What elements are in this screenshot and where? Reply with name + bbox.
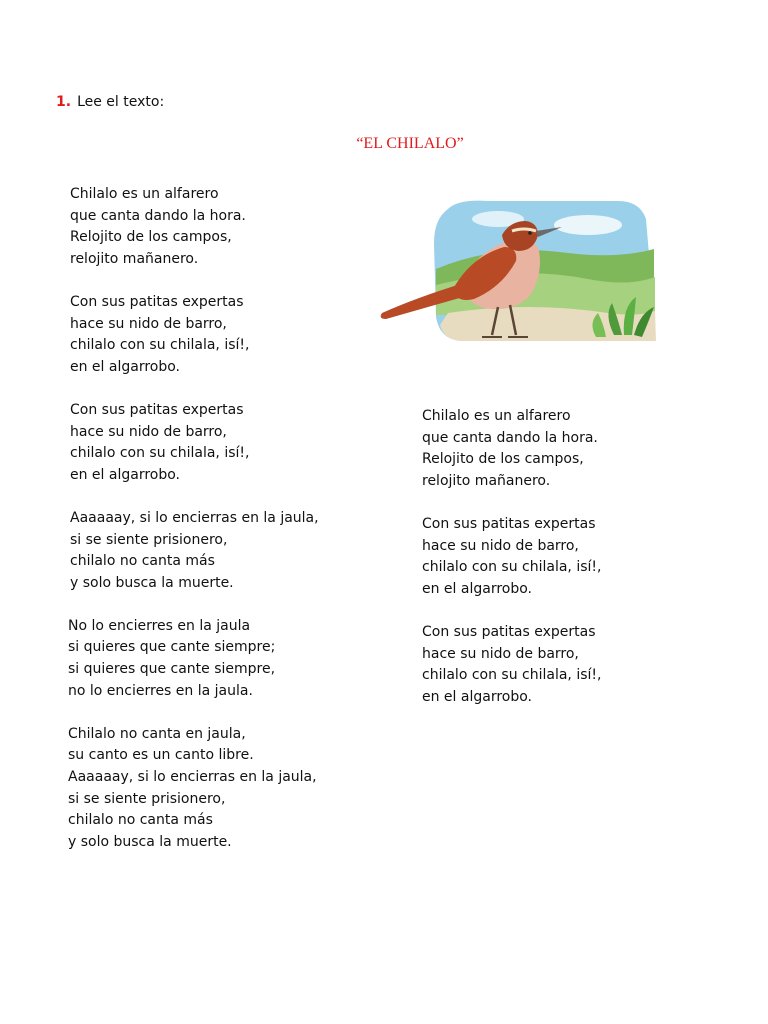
poem-line: Con sus patitas expertas (70, 401, 244, 418)
poem-line: si se siente prisionero, (70, 531, 228, 548)
poem-line: chilalo con su chilala, isí!, (70, 445, 250, 462)
poem-line: chilalo con su chilala, isí!, (422, 559, 602, 576)
poem-line: en el algarrobo. (422, 580, 533, 597)
stanza (70, 616, 350, 702)
stanza (422, 622, 722, 708)
poem-line: si quieres que cante siempre, (68, 661, 276, 678)
bird-eye (528, 231, 532, 235)
chilalo-bird-illustration-icon (378, 195, 663, 350)
poem-line: hace su nido de barro, (70, 423, 227, 440)
stanza (422, 406, 722, 492)
poem-right-column (422, 406, 722, 730)
stanza (70, 724, 350, 854)
cloud-shape (554, 215, 622, 235)
stanza (70, 184, 350, 270)
poem-line: que canta dando la hora. (70, 207, 246, 224)
poem-line: chilalo no canta más (68, 812, 213, 829)
poem-line: no lo encierres en la jaula. (68, 682, 253, 699)
poem-line: hace su nido de barro, (70, 315, 227, 332)
poem-line: Con sus patitas expertas (422, 515, 596, 532)
poem-line: en el algarrobo. (70, 358, 181, 375)
poem-title: “EL CHILALO” (356, 135, 464, 152)
poem-line: si quieres que cante siempre; (68, 639, 276, 656)
poem-line: Relojito de los campos, (422, 451, 584, 468)
stanza (70, 292, 350, 378)
poem-line: relojito mañanero. (70, 250, 199, 267)
poem-line: Aaaaaay, si lo encierras en la jaula, (70, 509, 319, 526)
poem-line: chilalo no canta más (70, 553, 215, 570)
poem-line: Chilalo es un alfarero (422, 408, 571, 424)
poem-line: Aaaaaay, si lo encierras en la jaula, (68, 769, 317, 786)
poem-line: Chilalo es un alfarero (70, 186, 219, 202)
poem-left-column (70, 184, 350, 875)
poem-line: chilalo con su chilala, isí!, (70, 337, 250, 354)
poem-line: Con sus patitas expertas (70, 293, 244, 310)
instruction-number: 1. (56, 94, 72, 110)
poem-line: y solo busca la muerte. (70, 574, 234, 591)
instruction (56, 93, 164, 111)
poem-line: y solo busca la muerte. (68, 833, 232, 850)
stanza (70, 508, 350, 594)
poem-line: chilalo con su chilala, isí!, (422, 667, 602, 684)
poem-line: hace su nido de barro, (422, 645, 579, 662)
poem-line: en el algarrobo. (422, 688, 533, 705)
stanza (422, 514, 722, 600)
stanza (70, 400, 350, 486)
poem-line: Chilalo no canta en jaula, (68, 725, 246, 742)
poem-line: Relojito de los campos, (70, 229, 232, 246)
poem-line: Con sus patitas expertas (422, 623, 596, 640)
poem-line: en el algarrobo. (70, 466, 181, 483)
instruction-text: Lee el texto: (77, 94, 165, 110)
poem-line: relojito mañanero. (422, 472, 551, 489)
poem-line: que canta dando la hora. (422, 429, 598, 446)
poem-line: No lo encierres en la jaula (68, 617, 251, 634)
poem-line: si se siente prisionero, (68, 790, 226, 807)
poem-line: su canto es un canto libre. (68, 747, 254, 764)
poem-line: hace su nido de barro, (422, 537, 579, 554)
